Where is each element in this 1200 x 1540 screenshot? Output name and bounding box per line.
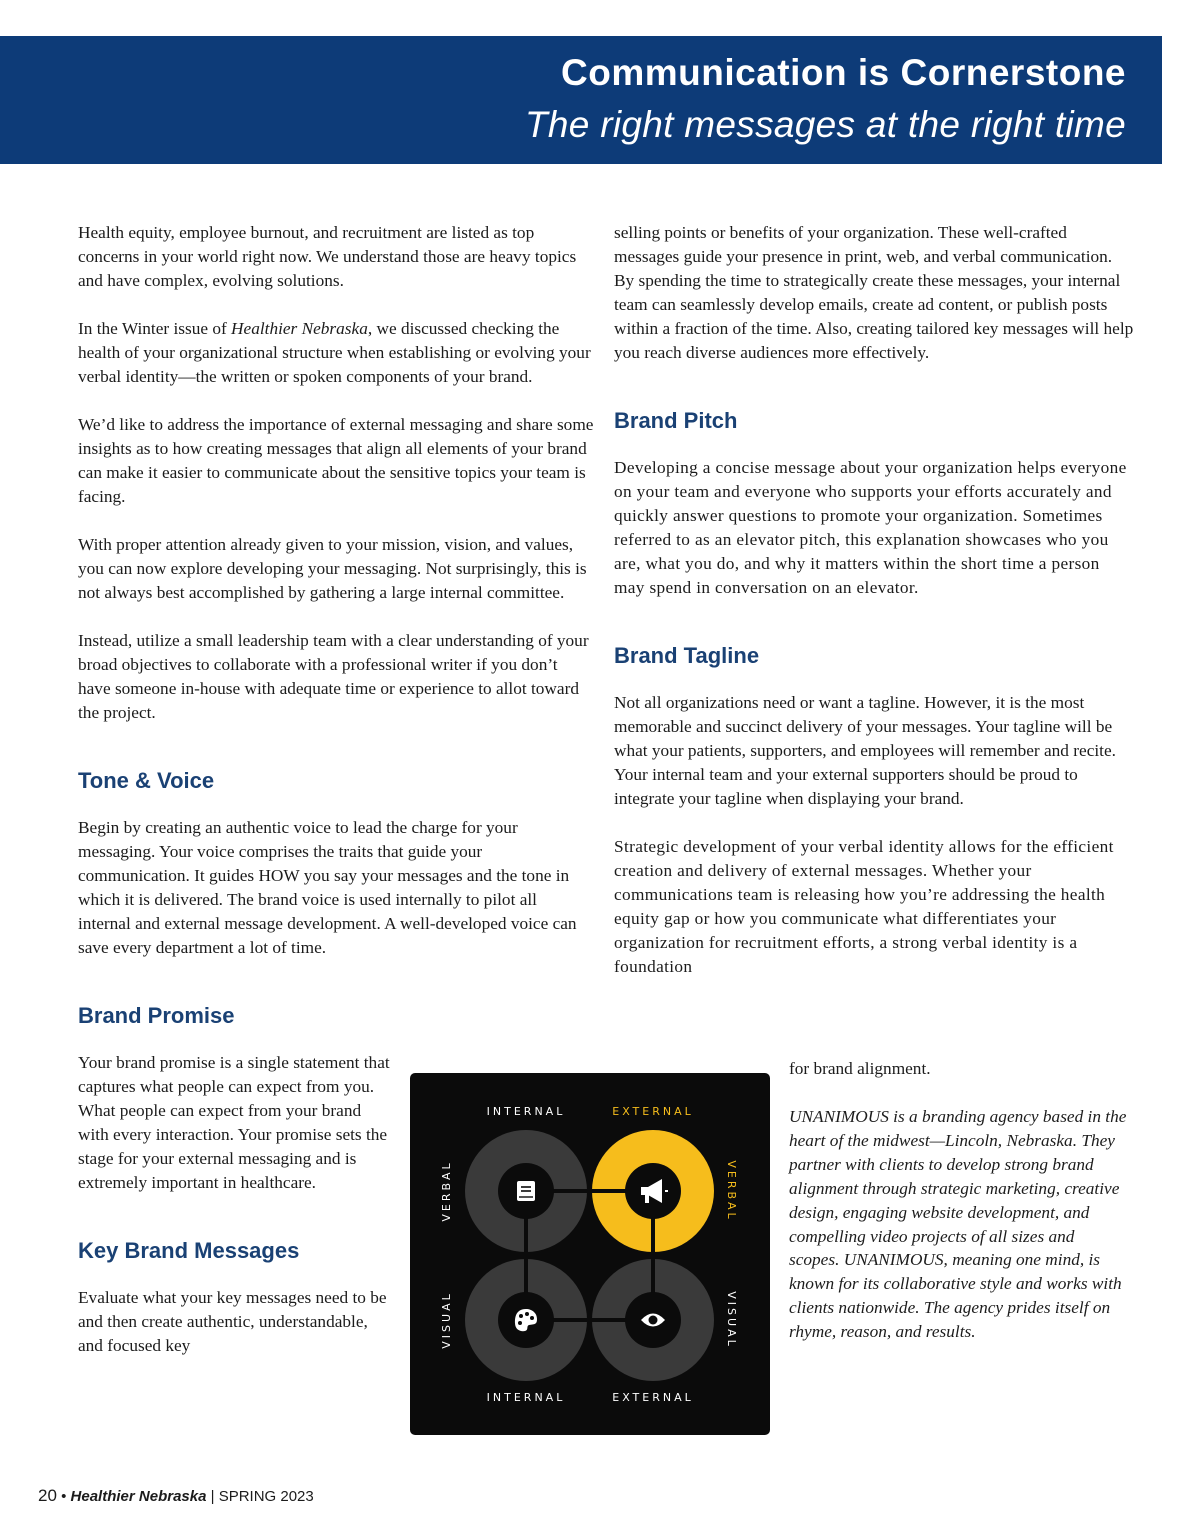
right-column [614, 221, 1134, 1003]
intro-paragraph: Health equity, employee burnout, and recruitment are listed as top concerns in your world right now. We understand those are heavy topics and have complex, evolving solutions. [78, 223, 577, 290]
label-left-visual: VISUAL [440, 1291, 453, 1349]
brand-tagline-paragraph: Not all organizations need or want a tagline. However, it is the most memorable and succinct delivery of your messages. Your tagline will be what your patients, supporters, and employees will remember and recite. Your internal team and your external supporters should be proud to integrate your tagline when displaying your brand. [614, 693, 1116, 808]
label-right-visual: VISUAL [725, 1291, 738, 1349]
key-messages-paragraph: Evaluate what your key messages need to be and then create authentic, understandable, and focused key [78, 1288, 387, 1355]
brand-pitch-paragraph: Developing a concise message about your organization helps everyone on your team and everyone who supports your efforts accurately and quickly answer questions to promote your organization. Sometimes referred to as an elevator pitch, this explanation showcases who you are, what you do, and why it matters within the short time a person may spend in conversation on an elevator. [614, 458, 1127, 597]
footer-issue: SPRING 2023 [218, 1488, 314, 1505]
header-banner [0, 36, 1162, 164]
book-icon [517, 1181, 535, 1201]
footer-separator: | [210, 1488, 215, 1505]
label-right-verbal: VERBAL [725, 1160, 738, 1222]
label-top-external: EXTERNAL [612, 1105, 694, 1118]
label-left-verbal: VERBAL [440, 1160, 453, 1222]
brand-alignment-diagram [410, 1073, 770, 1435]
brand-pitch-heading: Brand Pitch [614, 408, 738, 433]
leadership-paragraph: Instead, utilize a small leadership team with a clear understanding of your broad objectives to collaborate with a professional writer if you don’t have someone in-house with adequate time or experience to allot toward the project. [78, 631, 589, 722]
winter-issue-paragraph [78, 317, 594, 389]
label-top-internal: INTERNAL [486, 1105, 566, 1118]
tone-voice-paragraph: Begin by creating an authentic voice to lead the charge for your messaging. Your voice comprises the traits that guide your communication. It guides HOW you say your messages and the tone in which it is delivered. The brand voice is used internally to pilot all internal and external message development. A well-developed voice can save every department a lot of time. [78, 818, 577, 957]
label-bottom-internal: INTERNAL [486, 1391, 566, 1404]
winter-issue-text-1: In the Winter issue of [78, 319, 232, 338]
footer-magazine: Healthier Nebraska [70, 1488, 207, 1505]
page-footer [38, 1486, 314, 1506]
footer-bullet: • [61, 1488, 67, 1505]
strategic-paragraph: Strategic development of your verbal identity allows for the efficient creation and delivery of external messages. Whether your communications team is releasing how you’re addressing the health equity gap or how you communicate what differentiates your organization for recruitment efforts, a strong verbal identity is a foundation [614, 837, 1114, 976]
label-bottom-external: EXTERNAL [612, 1391, 694, 1404]
strategic-paragraph-end: for brand alignment. [789, 1059, 931, 1078]
brand-promise-paragraph: Your brand promise is a single statement that captures what people can expect from you. What people can expect from your brand with every interaction. Your promise sets the stage for your external messaging and is extremely important in healthcare. [78, 1053, 390, 1192]
page-subtitle: The right messages at the right time [524, 104, 1126, 145]
mission-paragraph: With proper attention already given to your mission, vision, and values, you can now explore developing your messaging. Not surprisingly, this is not always best accomplished by gathering a large internal committee. [78, 535, 587, 602]
external-messaging-paragraph: We’d like to address the importance of external messaging and share some insights as to how creating messages that align all elements of your brand can make it easier to communicate about the sensitive topics your team is facing. [78, 415, 594, 506]
brand-tagline-heading: Brand Tagline [614, 643, 760, 668]
brand-promise-heading: Brand Promise [78, 1003, 235, 1028]
page-number: 20 [38, 1486, 57, 1505]
page-title: Communication is Cornerstone [561, 52, 1126, 93]
winter-issue-text-2: , we discussed checking the health of your organizational structure when establishing or evolving your verbal identity—the written or spoken components of your brand. [78, 319, 591, 386]
publication-name: Healthier Nebraska [231, 319, 368, 338]
selling-points-paragraph: selling points or benefits of your organization. These well-crafted messages guide your presence in print, web, and verbal communication. By spending the time to strategically create these messages, your internal team can seamlessly develop emails, create ad content, or publish posts within a fraction of the time. Also, creating tailored key messages will help you reach diverse audiences more effectively. [614, 223, 1134, 362]
brand-alignment-graphic [410, 1073, 770, 1435]
key-messages-heading: Key Brand Messages [78, 1238, 300, 1263]
tone-voice-heading: Tone & Voice [78, 768, 215, 793]
agency-description: UNANIMOUS is a branding agency based in the heart of the midwest—Lincoln, Nebraska. They partner with clients to develop strong brand alignment through strategic marketing, creative design, engaging website development, and compelling video projects of all sizes and scopes. UNANIMOUS, meaning one mind, is known for its collaborative style and works with clients nationwide. The agency prides itself on rhyme, reason, and results. [789, 1107, 1127, 1342]
